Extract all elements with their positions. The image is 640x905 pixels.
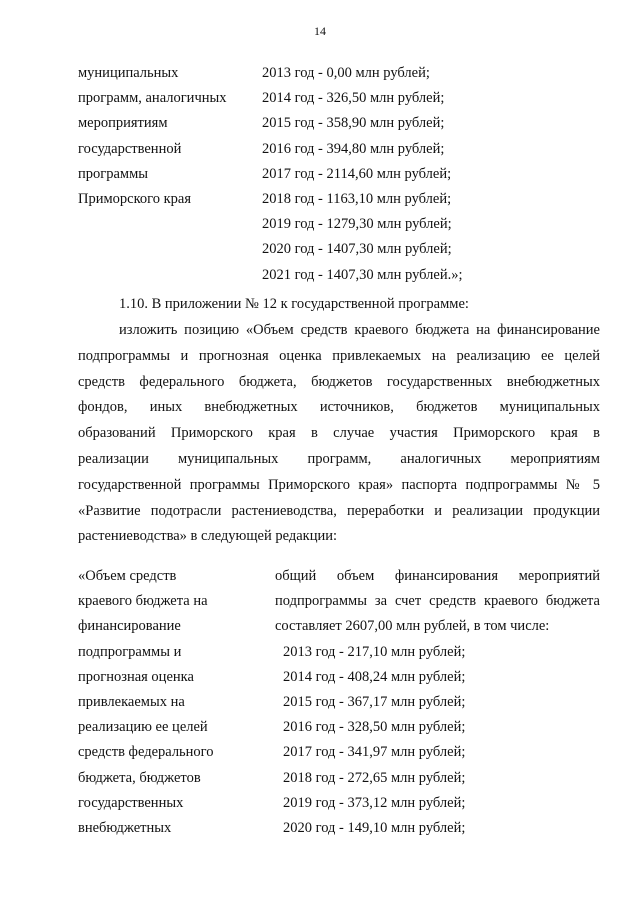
block2-year-line: 2019 год - 373,12 млн рублей;: [283, 795, 466, 811]
paragraph-line: изложить позицию «Объем средств краевого бюджета на финансирование: [119, 322, 600, 338]
block2-left-line: краевого бюджета на: [78, 593, 208, 609]
paragraph-line: реализации муниципальных программ, аналогичных мероприятиям: [78, 450, 600, 467]
block1-left-line: мероприятиям: [78, 115, 168, 131]
block2-left-line: подпрограммы и: [78, 644, 182, 660]
block1-year-line: 2016 год - 394,80 млн рублей;: [262, 141, 445, 157]
block1-year-line: 2015 год - 358,90 млн рублей;: [262, 115, 445, 131]
block1-year-line: 2013 год - 0,00 млн рублей;: [262, 65, 430, 81]
block2-year-line: 2015 год - 367,17 млн рублей;: [283, 694, 466, 710]
block1-left-line: программ, аналогичных: [78, 90, 227, 106]
block2-left-line: финансирование: [78, 618, 181, 634]
block1-left-line: государственной: [78, 141, 182, 157]
block1-year-line: 2017 год - 2114,60 млн рублей;: [262, 166, 452, 182]
block1-year-line: 2021 год - 1407,30 млн рублей.»;: [262, 267, 463, 283]
block2-year-line: 2016 год - 328,50 млн рублей;: [283, 719, 466, 735]
block2-year-line: 2017 год - 341,97 млн рублей;: [283, 744, 466, 760]
paragraph-line: подпрограммы и прогнозная оценка привлекаемых на реализацию ее целей: [78, 347, 600, 364]
block2-intro-line: подпрограммы за счет средств краевого бюджета: [275, 593, 600, 609]
block1-left-line: Приморского края: [78, 191, 192, 207]
paragraph-line: образований Приморского края в случае участия Приморского края в: [78, 425, 600, 442]
block1-left-line: муниципальных: [78, 65, 179, 81]
block1-year-line: 2019 год - 1279,30 млн рублей;: [262, 216, 452, 232]
paragraph-line: «Развитие подотрасли растениеводства, переработки и реализации продукции: [78, 502, 600, 519]
block2-intro-line: составляет 2607,00 млн рублей, в том числе:: [275, 618, 550, 634]
block2-left-line: бюджета, бюджетов: [78, 770, 201, 786]
block2-intro-line: общий объем финансирования мероприятий: [275, 568, 600, 584]
block2-left-line: средств федерального: [78, 744, 214, 760]
section-heading: 1.10. В приложении № 12 к государственной программе:: [119, 296, 469, 312]
block2-year-line: 2020 год - 149,10 млн рублей;: [283, 820, 466, 836]
block2-left-line: прогнозная оценка: [78, 669, 194, 685]
paragraph-line: средств федерального бюджета, бюджетов государственных внебюджетных: [78, 373, 600, 390]
block1-year-line: 2014 год - 326,50 млн рублей;: [262, 90, 445, 106]
block2-left-line: «Объем средств: [78, 568, 177, 584]
page-number: 14: [314, 24, 326, 38]
block2-year-line: 2013 год - 217,10 млн рублей;: [283, 644, 466, 660]
block2-left-line: государственных: [78, 795, 184, 811]
block2-year-line: 2018 год - 272,65 млн рублей;: [283, 770, 466, 786]
block1-year-line: 2020 год - 1407,30 млн рублей;: [262, 241, 452, 257]
block1-year-line: 2018 год - 1163,10 млн рублей;: [262, 191, 452, 207]
block2-left-line: внебюджетных: [78, 820, 172, 836]
block1-left-line: программы: [78, 166, 148, 182]
block2-year-line: 2014 год - 408,24 млн рублей;: [283, 669, 466, 685]
paragraph-line: фондов, иных внебюджетных источников, бюджетов муниципальных: [78, 399, 600, 416]
paragraph: [78, 318, 600, 550]
paragraph-line: государственной программы Приморского края» паспорта подпрограммы № 5: [78, 476, 600, 493]
paragraph-line: растениеводства» в следующей редакции:: [78, 528, 338, 545]
block2-left-line: реализацию ее целей: [78, 719, 208, 735]
block2-left-line: привлекаемых на: [78, 694, 185, 710]
